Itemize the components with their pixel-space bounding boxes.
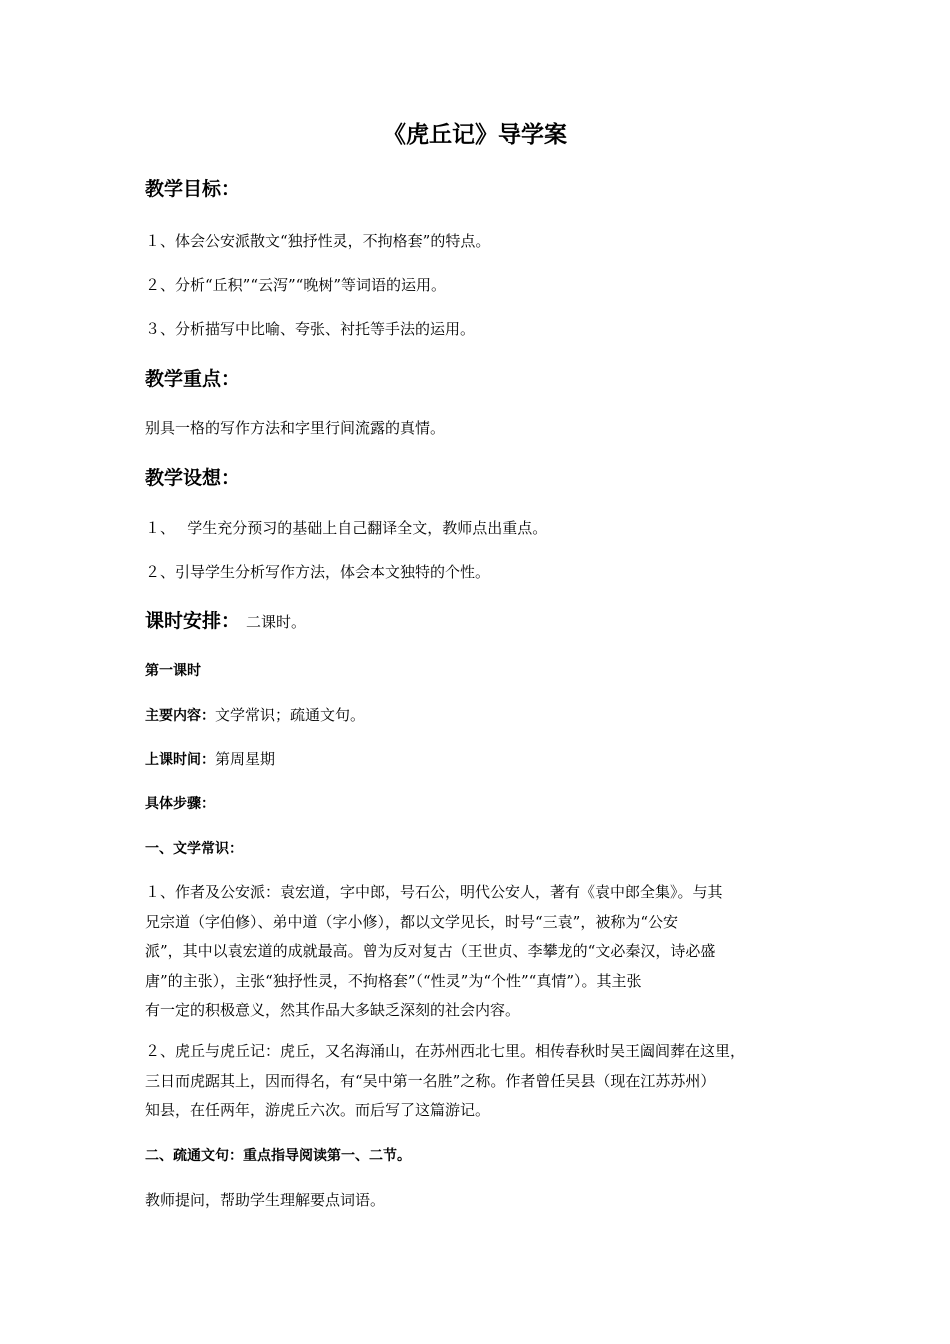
- objective-item-2: ２、分析“丘积”“云泻”“晚树”等词语的运用。: [145, 276, 447, 294]
- key-points-heading: 教学重点：: [145, 368, 241, 390]
- lesson1-time: [145, 748, 275, 771]
- page-title: 《虎丘记》导学案: [383, 122, 567, 148]
- paragraph-line: 三日而虎踞其上，因而得名，有“吴中第一名胜”之称。作者曾任吴县（现在江苏苏州）: [145, 1071, 716, 1090]
- paragraph-line: 知县，在任两年，游虎丘六次。而后写了这篇游记。: [145, 1101, 491, 1119]
- design-item-1: １、 学生充分预习的基础上自己翻译全文，教师点出重点。: [145, 519, 548, 537]
- key-points-text: 别具一格的写作方法和字里行间流露的真情。: [145, 419, 446, 437]
- content-label: 主要内容：: [145, 708, 215, 724]
- design-heading: 教学设想：: [145, 467, 241, 489]
- section1-heading: 一、文学常识：: [145, 841, 243, 857]
- steps-label: 具体步骤：: [145, 796, 215, 812]
- schedule-heading: [145, 608, 306, 635]
- lesson1-heading: 第一课时: [145, 663, 201, 679]
- paragraph-line: ２、虎丘与虎丘记：虎丘，又名海涌山，在苏州西北七里。相传春秋时吴王阖闾葬在这里，: [145, 1042, 746, 1060]
- paragraph-line: １、作者及公安派：袁宏道，字中郎，号石公，明代公安人，著有《袁中郎全集》。与其: [145, 883, 723, 901]
- paragraph-line: 唐”的主张），主张“独抒性灵，不拘格套”（“性灵”为“个性”“真情”）。其主张: [145, 971, 642, 990]
- paragraph-line: 派”，其中以袁宏道的成就最高。曾为反对复古（王世贞、李攀龙的“文必秦汉，诗必盛: [145, 942, 716, 960]
- literary-knowledge-paragraph-2: [145, 1037, 810, 1126]
- objective-item-3: ３、分析描写中比喻、夸张、衬托等手法的运用。: [145, 320, 476, 338]
- content-value: 文学常识；疏通文句。: [215, 706, 366, 724]
- time-value: 第周星期: [215, 750, 276, 768]
- objectives-heading: 教学目标：: [145, 178, 241, 200]
- objective-item-1: １、体会公安派散文“独抒性灵，不拘格套”的特点。: [145, 232, 491, 250]
- design-item-2: ２、引导学生分析写作方法，体会本文独特的个性。: [145, 563, 491, 581]
- time-label: 上课时间：: [145, 752, 215, 768]
- schedule-label: 课时安排：: [145, 610, 241, 632]
- paragraph-line: 有一定的积极意义，然其作品大多缺乏深刻的社会内容。: [145, 1001, 521, 1019]
- lesson1-content: [145, 704, 365, 727]
- section2-text: 教师提问，帮助学生理解要点词语。: [145, 1191, 386, 1209]
- literary-knowledge-paragraph-1: [145, 878, 810, 1026]
- section2-heading: 二、疏通文句：重点指导阅读第一、二节。: [145, 1148, 411, 1164]
- schedule-value: 二课时。: [246, 613, 307, 631]
- paragraph-line: 兄宗道（字伯修）、弟中道（字小修），都以文学见长，时号“三袁”，被称为“公安: [145, 912, 679, 931]
